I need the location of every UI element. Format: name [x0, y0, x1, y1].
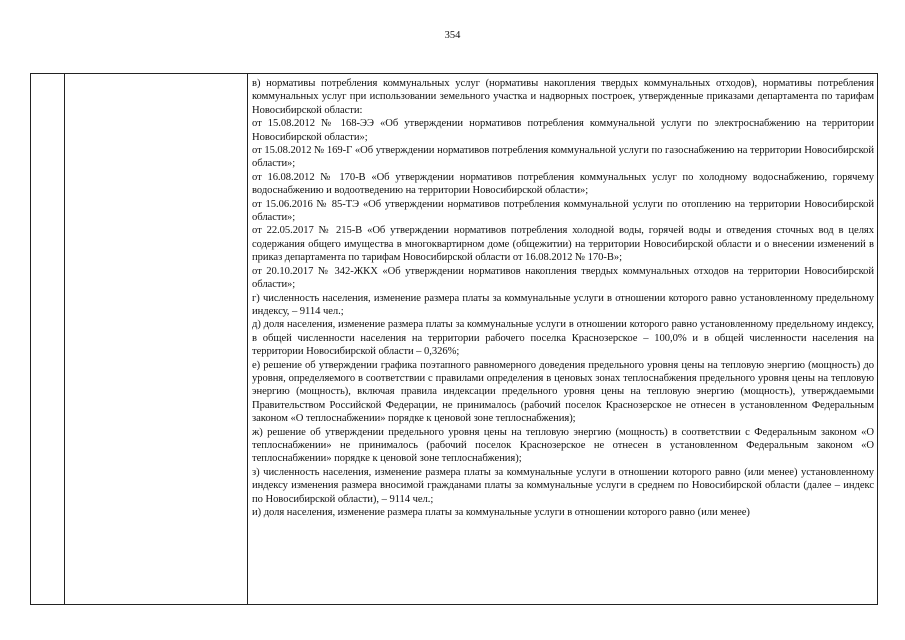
paragraph: от 15.08.2012 № 169-Г «Об утверждении нормативов потребления коммунальной услуги по газоснабжению на территории Новосибирской области»; — [252, 145, 874, 170]
table-cell-content — [252, 77, 874, 519]
paragraph: от 22.05.2017 № 215-В «Об утверждении нормативов потребления холодной воды, горячей воды и отведения сточных вод в целях содержания общего имущества в многоквартирном доме (общежитии) на территории Новосибирской области и о внесении изменений в приказ департамента по тарифам Новосибирской области от 16.08.2012 № 170-В»; — [252, 225, 874, 264]
paragraph: от 15.08.2012 № 168-ЭЭ «Об утверждении нормативов потребления коммунальной услуги по электроснабжению на территории Новосибирской области»; — [252, 118, 874, 143]
page-number: 354 — [444, 30, 461, 41]
paragraph: д) доля населения, изменение размера платы за коммунальные услуги в отношении которого равно установленному предельному индексу, в общей численности населения на территории рабочего поселка Краснозерское – 100,0% и в общей численности населения на территории Новосибирской области – 0,326%; — [252, 319, 874, 358]
paragraph: ж) решение об утверждении предельного уровня цены на тепловую энергию (мощность) в соответствии с Федеральным законом «О теплоснабжении» не принималось (рабочий поселок Краснозерское не отнесен в установленном Федеральным законом «О теплоснабжении» порядке к ценовой зоне теплоснабжения); — [252, 426, 874, 465]
column-divider-2 — [247, 74, 248, 604]
paragraph: от 15.06.2016 № 85-ТЭ «Об утверждении нормативов потребления коммунальной услуги по отоплению на территории Новосибирской области»; — [252, 198, 874, 224]
paragraph: г) численность населения, изменение размера платы за коммунальные услуги в отношении которого равно установленному предельному индексу, – 9114 чел.; — [252, 292, 874, 317]
paragraph: в) нормативы потребления коммунальных услуг (нормативы накопления твердых коммунальных отходов), нормативы потребления коммунальных услуг при использовании земельного участка и надворных построек, утвержденные приказами департамента по тарифам Новосибирской области: — [252, 78, 874, 116]
paragraph: з) численность населения, изменение размера платы за коммунальные услуги в отношении которого равно (или менее) установленному индексу изменения размера вносимой гражданами платы за коммунальные услуги в среднем по Новосибирской области (далее – индекс по Новосибирской области), – 9114 чел.; — [252, 466, 874, 505]
paragraph: от 20.10.2017 № 342-ЖКХ «Об утверждении нормативов накопления твердых коммунальных отходов на территории Новосибирской области»; — [252, 265, 874, 291]
document-table — [30, 73, 878, 605]
paragraph: от 16.08.2012 № 170-В «Об утверждении нормативов потребления коммунальных услуг по холодному водоснабжению, горячему водоснабжению и водоотведению на территории Новосибирской области»; — [252, 171, 874, 197]
column-divider-1 — [64, 74, 65, 604]
paragraph: е) решение об утверждении графика поэтапного равномерного доведения предельного уровня цены на тепловую энергию (мощность) до уровня, определяемого в соответствии с правилами определения в ценовых зонах теплоснабжения предельного уровня цены на тепловую энергию (мощность), включая правила индексации предельного уровня цены на тепловую энергию (мощность), утверждаемыми Правительством Российской Федерации, не принималось (рабочий поселок Краснозерское не отнесен в установленном Федеральным законом «О теплоснабжении» порядке к ценовой зоне теплоснабжения); — [252, 359, 874, 425]
paragraph: и) доля населения, изменение размера платы за коммунальные услуги в отношении которого равно (или менее) — [252, 507, 750, 518]
